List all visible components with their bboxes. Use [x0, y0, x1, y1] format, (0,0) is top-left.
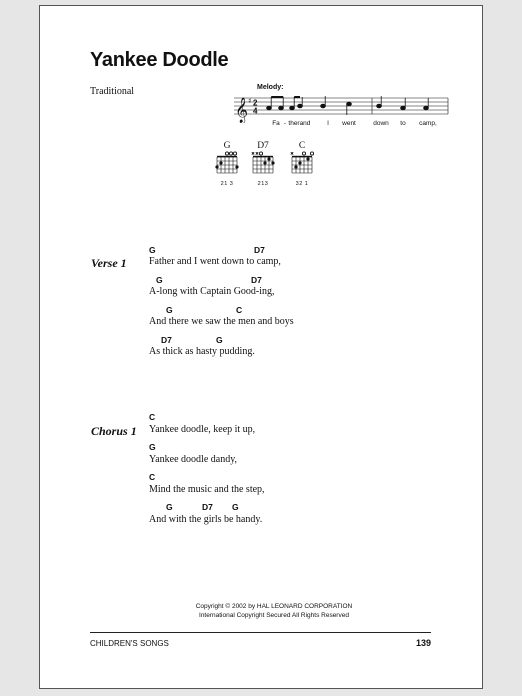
- chord-symbol: G: [166, 305, 173, 315]
- chord-symbol: G: [166, 502, 173, 512]
- chord-diagram-fingering: 32 1: [295, 181, 309, 187]
- melody-notes: [267, 96, 429, 115]
- chord-symbol: C: [149, 412, 156, 422]
- chord-symbol: D7: [254, 245, 265, 255]
- song-title: Yankee Doodle: [90, 49, 229, 71]
- chord-symbol: G: [156, 275, 163, 285]
- chord-symbol: C: [236, 305, 243, 315]
- melody-lyric: went: [342, 120, 356, 127]
- chord-symbol: G: [232, 502, 239, 512]
- composer-credit: Traditional: [90, 86, 135, 97]
- lyric-line: Yankee doodle dandy,: [149, 454, 238, 465]
- lyric-line: And with the girls be handy.: [149, 514, 263, 525]
- footer-book-title: CHILDREN'S SONGS: [90, 639, 169, 648]
- lyric-line: Father and I went down to camp,: [149, 256, 281, 267]
- lyric-line: And there we saw the men and boys: [149, 316, 294, 327]
- melody-lyric: -: [283, 120, 287, 127]
- treble-clef-icon: [235, 97, 248, 123]
- time-signature-top: 2: [253, 98, 258, 108]
- melody-lyric: camp,: [419, 120, 437, 127]
- melody-staff: [234, 93, 454, 123]
- guitar-fretboard-icon: [290, 151, 314, 175]
- footer-divider: [90, 632, 431, 633]
- section-label-chorus-1: Chorus 1: [91, 424, 137, 438]
- chord-symbol: G: [149, 245, 156, 255]
- melody-lyric: to: [400, 120, 406, 127]
- chord-diagram-g: [215, 141, 239, 187]
- chord-diagram-fingering: 21 3: [220, 181, 234, 187]
- section-label-verse-1: Verse 1: [91, 256, 127, 270]
- lyric-line: A-long with Captain Good-ing,: [149, 286, 275, 297]
- chord-symbol: D7: [251, 275, 262, 285]
- chord-symbol: D7: [161, 335, 172, 345]
- chord-diagram-name: D7: [257, 141, 269, 151]
- copyright-line: International Copyright Secured All Rights Reserved: [199, 612, 349, 619]
- guitar-fretboard-icon: [215, 151, 239, 175]
- time-signature-bottom: 4: [253, 106, 258, 116]
- chord-symbol: D7: [202, 502, 213, 512]
- melody-label: Melody:: [257, 84, 284, 91]
- melody-lyric: Fa: [272, 120, 280, 127]
- melody-lyric: ther: [288, 120, 300, 127]
- lyric-line: Yankee doodle, keep it up,: [149, 424, 256, 435]
- lyric-line: Mind the music and the step,: [149, 484, 265, 495]
- copyright-line: Copyright © 2002 by HAL LEONARD CORPORATION: [195, 603, 353, 610]
- chord-diagram-name: G: [223, 141, 231, 151]
- copyright-notice: [40, 602, 482, 620]
- melody-lyric: down: [373, 120, 389, 127]
- chord-symbol: C: [149, 472, 156, 482]
- sheet-music-page: [39, 5, 483, 689]
- lyric-line: As thick as hasty pudding.: [149, 346, 255, 357]
- chord-symbol: G: [216, 335, 223, 345]
- guitar-fretboard-icon: [251, 151, 275, 175]
- key-signature-sharp-icon: ♯: [248, 97, 252, 105]
- melody-lyric: and: [299, 120, 311, 127]
- page-number: 139: [415, 638, 431, 648]
- chord-diagram-d7: [251, 141, 275, 187]
- chord-diagram-c: [290, 141, 314, 187]
- svg-text:𝄞: 𝄞: [235, 98, 249, 123]
- chord-diagram-fingering: 213: [257, 181, 269, 187]
- chord-diagram-name: C: [298, 141, 306, 151]
- melody-lyric: I: [327, 120, 329, 127]
- chord-symbol: G: [149, 442, 156, 452]
